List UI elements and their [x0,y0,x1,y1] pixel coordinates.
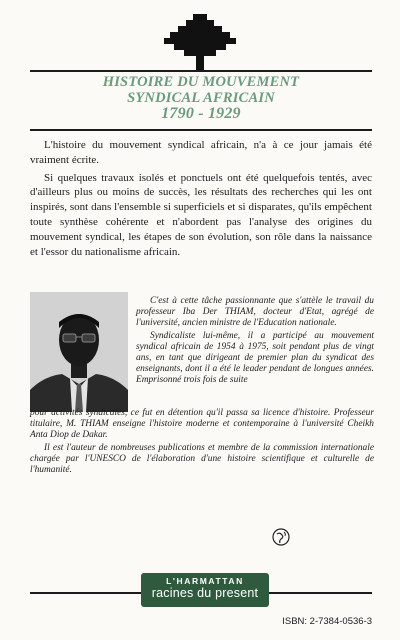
isbn-number: ISBN: 2-7384-0536-3 [282,616,372,627]
intro-text [30,138,372,262]
title-years: 1790 - 1929 [161,105,241,122]
intro-paragraph-2: Si quelques travaux isolés et ponctuels ont été quelquefois tentés, avec d'ailleurs plus ou moins de succès, les résultats des recherches qui les ont inspirés, sont dans l'ensemble si superficiels et si disparates, qu'ils empêchent toute synthèse cohérente et n'abordent pas l'analyse des origines du mouvement syndical, les étapes de son évolution, son rôle dans la naissance et l'essor du nationalisme africain. [30,171,372,258]
collection-name: racines du present [151,586,259,600]
harmattan-tree-logo-icon [164,14,236,70]
top-rule [30,70,372,72]
author-photo [30,292,128,412]
title-line-1: HISTOIRE DU MOUVEMENT [102,74,300,90]
bio-paragraph-3: Il est l'auteur de nombreuses publications et membre de la commission internationale chargée par l'UNESCO de l'élaboration d'une histoire scientifique et culturelle de l'humanité. [30,442,374,476]
bio-paragraph-2-continued: pour activités syndicales, ce fut en détention qu'il passa sa licence d'histoire. Professeur titulaire, M. THIAM enseigne l'histoire moderne et contemporaine à l'université Cheikh Anta Diop de Dakar. [30,408,374,441]
bio-paragraph-1: C'est à cette tâche passionnante que s'attèle le travail du professeur Iba Der THIAM, docteur d'Etat, agrégé de l'université, ancien ministre de l'Education nationale. [136,296,374,329]
title-rule [30,129,372,131]
author-bio-continued [30,408,374,477]
unesco-globe-icon [272,528,290,546]
intro-paragraph-1: L'histoire du mouvement syndical africain, n'a à ce jour jamais été vraiment écrite. [30,139,372,166]
title-line-2: SYNDICAL AFRICAIN [127,90,275,106]
bio-paragraph-2: Syndicaliste lui-même, il a participé au mouvement syndical africain de 1954 à 1975, soit pendant plus de vingt ans, en tant que dirigeant de premier plan du syndicat des enseignants, dont il a été le leader pendant de longues années. Emprisonné trois fois de suite [136,330,374,386]
publisher-badge [141,573,269,607]
publisher-name: L'HARMATTAN [166,576,244,586]
author-bio [136,296,374,388]
book-title [30,74,372,122]
